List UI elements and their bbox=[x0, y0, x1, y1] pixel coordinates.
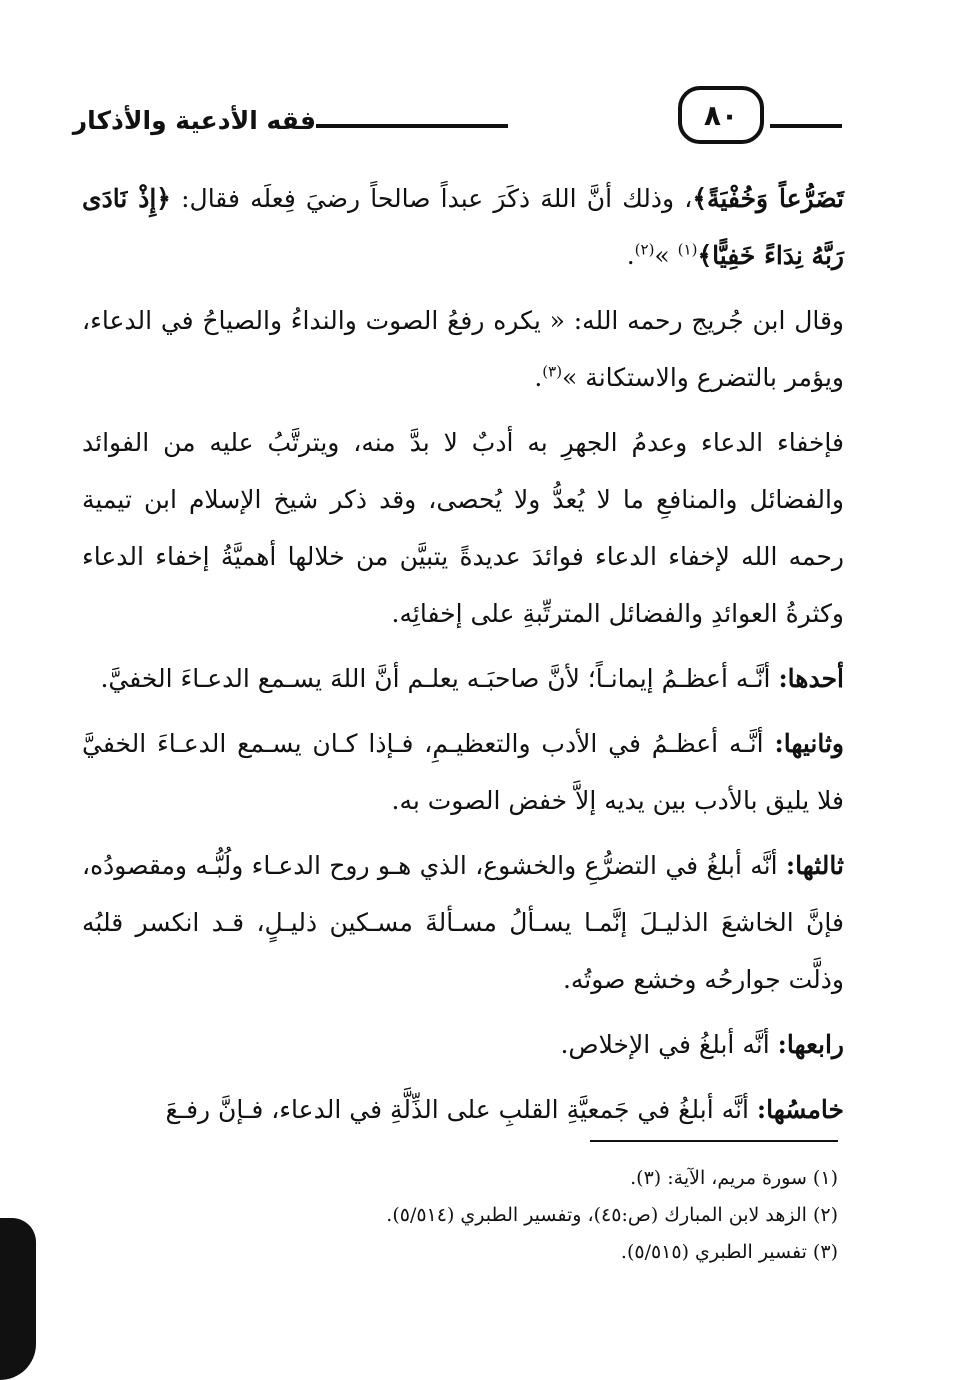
footnote-1: (١) سورة مريم، الآية: (٣). bbox=[630, 1167, 838, 1189]
paragraph bbox=[82, 715, 844, 829]
paragraph bbox=[82, 1081, 844, 1138]
paragraph-text: أنَّه أبلغُ في جَمعيَّةِ القلبِ على الذِّلَّةِ في الدعاء، فـإنَّ رفـعَ bbox=[165, 1095, 757, 1124]
paragraph bbox=[82, 650, 844, 707]
paragraph-lead: أحدها: bbox=[778, 664, 844, 693]
header-rule-right bbox=[770, 124, 842, 128]
paragraph-text: » bbox=[654, 241, 678, 270]
paragraph-text: وقال ابن جُريج رحمه الله: « يكره رفعُ الصوت والنداءُ والصياحُ في الدعاء، ويؤمر بالتضرع والاستكانة » bbox=[82, 306, 844, 392]
footnote-ref: (٣) bbox=[542, 362, 563, 381]
paragraph-text: أنَّه أبلغُ في التضرُّعِ والخشوع، الذي هـو روح الدعـاء ولُبُّـه ومقصودُه، فإنَّ الخاشعَ الذليـلَ إنَّمـا يسـألُ مسـألةَ مسـكين ذليـلٍ، قـد انكسر قلبُه وذلَّت جوارحُه وخشع صوتُه. bbox=[82, 851, 844, 994]
page-number: ٨٠ bbox=[678, 86, 764, 144]
paragraph-text: أنَّـه أعظـمُ في الأدب والتعظيـمِ، فـإذا كـان يسـمع الدعـاءَ الخفيَّ فلا يليق بالأدب بين يديه إلاَّ خفض الصوت به. bbox=[82, 729, 844, 815]
paragraph bbox=[82, 414, 844, 642]
footnote-separator bbox=[590, 1140, 838, 1142]
paragraph-text: . bbox=[626, 241, 635, 270]
footnote-2: (٢) الزهد لابن المبارك (ص:٤٥)، وتفسير الطبري (٥/٥١٤). bbox=[386, 1204, 838, 1226]
paragraph-text: ، وذلك أنَّ اللهَ ذكَرَ عبداً صالحاً رضيَ فِعلَه فقال: bbox=[170, 184, 693, 213]
footnotes bbox=[82, 1160, 838, 1271]
paragraph bbox=[82, 292, 844, 406]
quran-quote: تَضَرُّعاً وَخُفْيَةً﴾ bbox=[692, 184, 844, 213]
paragraph bbox=[82, 170, 844, 284]
scan-edge-shadow bbox=[0, 1218, 36, 1380]
paragraph-text: . bbox=[534, 363, 543, 392]
header-rule-left bbox=[316, 124, 508, 128]
paragraph bbox=[82, 837, 844, 1008]
paragraph-lead: وثانيها: bbox=[774, 729, 844, 758]
footnote-3: (٣) تفسير الطبري (٥/٥١٥). bbox=[620, 1241, 838, 1263]
paragraph-text: فإخفاء الدعاء وعدمُ الجهرِ به أدبٌ لا بدَّ منه، ويترتَّبُ عليه من الفوائد والفضائل والمنافعِ ما لا يُعدُّ ولا يُحصى، وقد ذكر شيخ الإسلام ابن تيمية رحمه الله لإخفاء الدعاء فوائدَ عديدةً يتبيَّن من خلالها أهميَّةُ إخفاء الدعاء وكثرةُ العوائدِ والفضائل المترتِّبةِ على إخفائِه. bbox=[82, 428, 844, 628]
footnote-ref: (٢) bbox=[634, 240, 655, 259]
footnote-ref: (١) bbox=[677, 240, 698, 259]
paragraph-text: أنَّه أبلغُ في الإخلاص. bbox=[560, 1030, 778, 1059]
paragraph-lead: ثالثها: bbox=[785, 851, 844, 880]
paragraph-lead: رابعها: bbox=[777, 1030, 844, 1059]
paragraph bbox=[82, 1016, 844, 1073]
body-text bbox=[82, 170, 844, 1146]
paragraph-lead: خامسُها: bbox=[756, 1095, 844, 1124]
paragraph-text: أنَّـه أعظـمُ إيمانـاً؛ لأنَّ صاحبَـه يعلـم أنَّ اللهَ يسـمع الدعـاءَ الخفيَّ. bbox=[100, 664, 779, 693]
page-header bbox=[72, 82, 842, 170]
quran-quote: ﴿إِذْ نَادَى رَبَّهُ نِدَاءً خَفِيًّا﴾ bbox=[82, 184, 844, 270]
running-title: فقه الأدعية والأذكار bbox=[72, 106, 316, 135]
